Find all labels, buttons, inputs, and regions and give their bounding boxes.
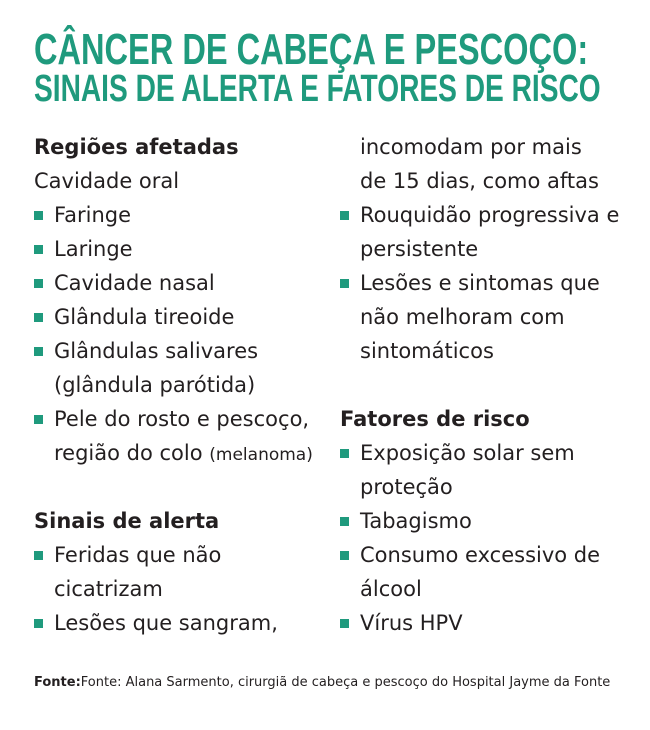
bullet-icon xyxy=(340,517,349,526)
list-item: Laringe xyxy=(34,232,334,266)
list-item: Exposição solar sem xyxy=(340,436,630,470)
source-text: Fonte: Alana Sarmento, cirurgiã de cabeça e pescoço do Hospital Jayme da Fonte xyxy=(80,675,611,690)
list-item-continuation: sintomáticos xyxy=(360,339,494,363)
regioes-intro: Cavidade oral xyxy=(34,169,180,193)
list-item: Lesões e sintomas que xyxy=(340,266,630,300)
list-item: Cavidade nasal xyxy=(34,266,334,300)
bullet-icon xyxy=(34,279,43,288)
bullet-icon xyxy=(34,245,43,254)
bullet-icon xyxy=(340,211,349,220)
list-item-continuation: cicatrizam xyxy=(54,577,163,601)
melanoma-note: (melanoma) xyxy=(209,445,313,465)
title-line-1: CÂNCER DE CABEÇA E PESCOÇO: xyxy=(34,25,589,74)
source-credit xyxy=(34,674,610,692)
list-item-continuation: persistente xyxy=(360,237,479,261)
bullet-icon xyxy=(34,347,43,356)
list-item: Vírus HPV xyxy=(340,606,630,640)
title-line-2: SINAIS DE ALERTA E FATORES DE RISCO xyxy=(34,68,601,110)
list-item-continuation: não melhoram com xyxy=(360,305,565,329)
bullet-icon xyxy=(34,313,43,322)
regioes-heading: Regiões afetadas xyxy=(34,135,239,159)
bullet-icon xyxy=(340,279,349,288)
list-item-continuation: proteção xyxy=(360,475,453,499)
right-column xyxy=(340,130,630,640)
list-item-continuation: (glândula parótida) xyxy=(54,373,256,397)
list-item: Pele do rosto e pescoço, xyxy=(34,402,334,436)
list-item: Rouquidão progressiva e xyxy=(340,198,630,232)
list-item: Lesões que sangram, xyxy=(34,606,334,640)
bullet-icon xyxy=(340,619,349,628)
bullet-icon xyxy=(34,211,43,220)
bullet-icon xyxy=(34,619,43,628)
list-item: Tabagismo xyxy=(340,504,630,538)
list-item-continuation: região do colo (melanoma) xyxy=(54,441,313,465)
bullet-icon xyxy=(34,415,43,424)
list-item: Feridas que não xyxy=(34,538,334,572)
left-column xyxy=(34,130,334,640)
bullet-icon xyxy=(34,551,43,560)
list-item: Glândulas salivares xyxy=(34,334,334,368)
list-item: Glândula tireoide xyxy=(34,300,334,334)
list-item-continuation: álcool xyxy=(360,577,422,601)
list-item: Consumo excessivo de xyxy=(340,538,630,572)
fatores-heading: Fatores de risco xyxy=(340,407,530,431)
sinais-heading: Sinais de alerta xyxy=(34,509,220,533)
bullet-icon xyxy=(340,551,349,560)
bullet-icon xyxy=(340,449,349,458)
list-item-continuation: de 15 dias, como aftas xyxy=(360,169,599,193)
list-item: Faringe xyxy=(34,198,334,232)
list-item-continuation: incomodam por mais xyxy=(360,135,582,159)
source-label: Fonte: xyxy=(34,675,81,690)
